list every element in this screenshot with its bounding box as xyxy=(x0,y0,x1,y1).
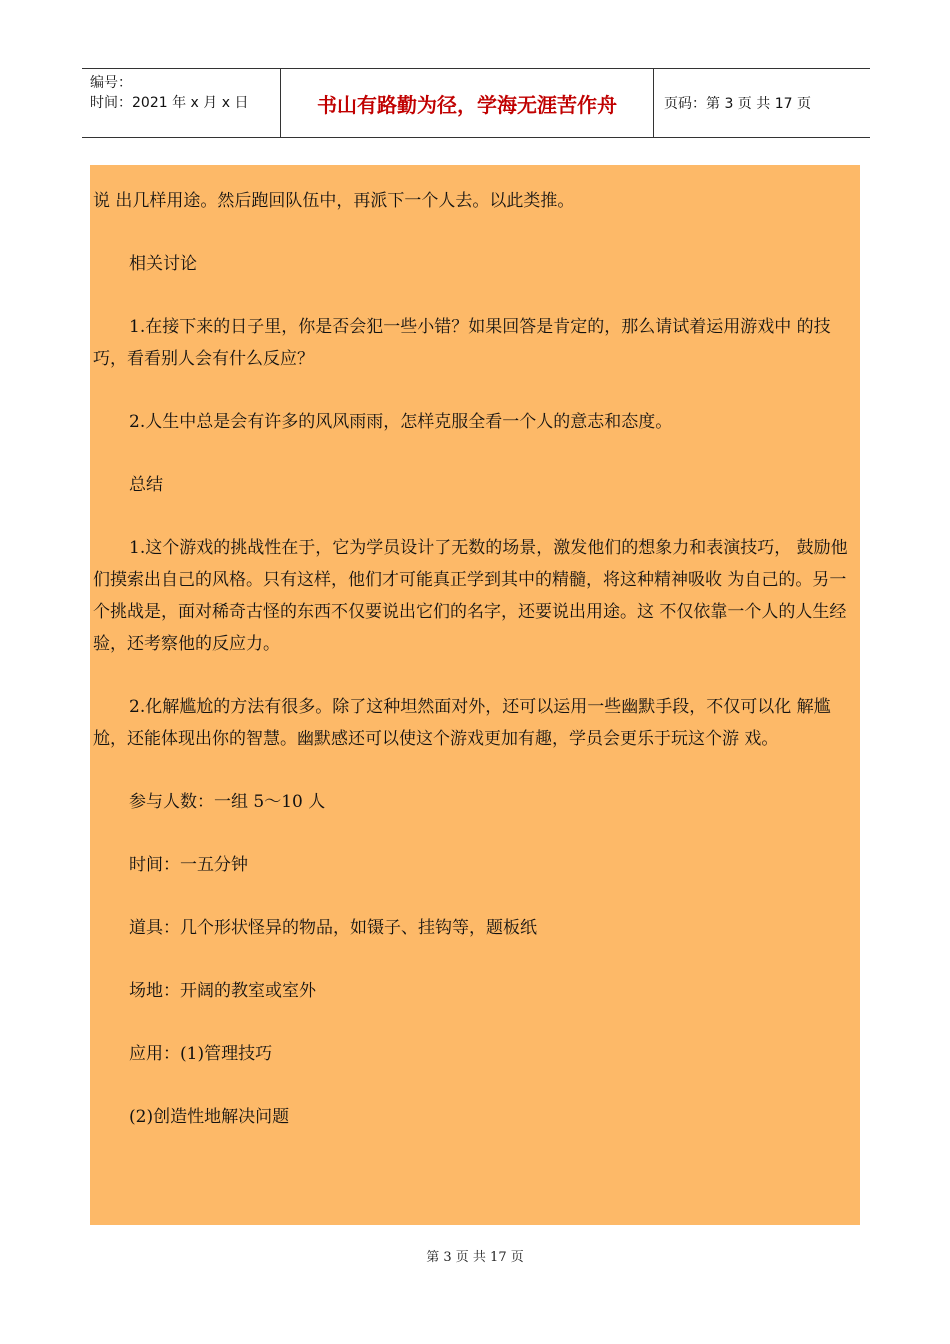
header-left-cell xyxy=(82,69,280,137)
paragraph: 1.这个游戏的挑战性在于，它为学员设计了无数的场景，激发他们的想象力和表演技巧， 鼓励他们摸索出自己的风格。只有这样，他们才可能真正学到其中的精髓，将这种精神吸收 为自己的。另一个挑战是，面对稀奇古怪的东西不仅要说出它们的名字，还要说出用途。这 不仅依靠一个人的人生经验，还考察他的反应力。 xyxy=(93,538,848,654)
paragraph: 说 出几样用途。然后跑回队伍中，再派下一个人去。以此类推。 xyxy=(93,191,575,211)
section-heading-discussion: 相关讨论 xyxy=(129,254,197,274)
paragraph: 1.在接下来的日子里，你是否会犯一些小错？如果回答是肯定的，那么请试着运用游戏中 的技巧，看看别人会有什么反应？ xyxy=(93,317,831,369)
section-heading-summary: 总结 xyxy=(129,475,163,495)
document-number-label: 编号： xyxy=(90,75,132,91)
application-line-2: (2)创造性地解决问题 xyxy=(129,1107,290,1127)
participants-line: 参与人数：一组 5～10 人 xyxy=(129,792,326,812)
venue-line: 场地：开阔的教室或室外 xyxy=(129,981,316,1001)
paragraph: 2.人生中总是会有许多的风风雨雨，怎样克服全看一个人的意志和态度。 xyxy=(129,412,673,432)
page-footer: 第 3 页 共 17 页 xyxy=(426,1250,524,1265)
motto-title: 书山有路勤为径，学海无涯苦作舟 xyxy=(280,69,654,137)
page-number-label: 页码：第 3 页 共 17 页 xyxy=(664,96,811,112)
props-line: 道具：几个形状怪异的物品，如镊子、挂钩等，题板纸 xyxy=(129,918,537,938)
page-header xyxy=(82,68,870,138)
application-line: 应用：(1)管理技巧 xyxy=(129,1044,273,1064)
document-body xyxy=(90,165,860,1225)
paragraph: 2.化解尴尬的方法有很多。除了这种坦然面对外，还可以运用一些幽默手段，不仅可以化 解尴尬，还能体现出你的智慧。幽默感还可以使这个游戏更加有趣，学员会更乐于玩这个游 戏。 xyxy=(93,697,831,749)
time-line: 时间：一五分钟 xyxy=(129,855,248,875)
date-label: 时间：2021 年 x 月 x 日 xyxy=(90,95,249,111)
